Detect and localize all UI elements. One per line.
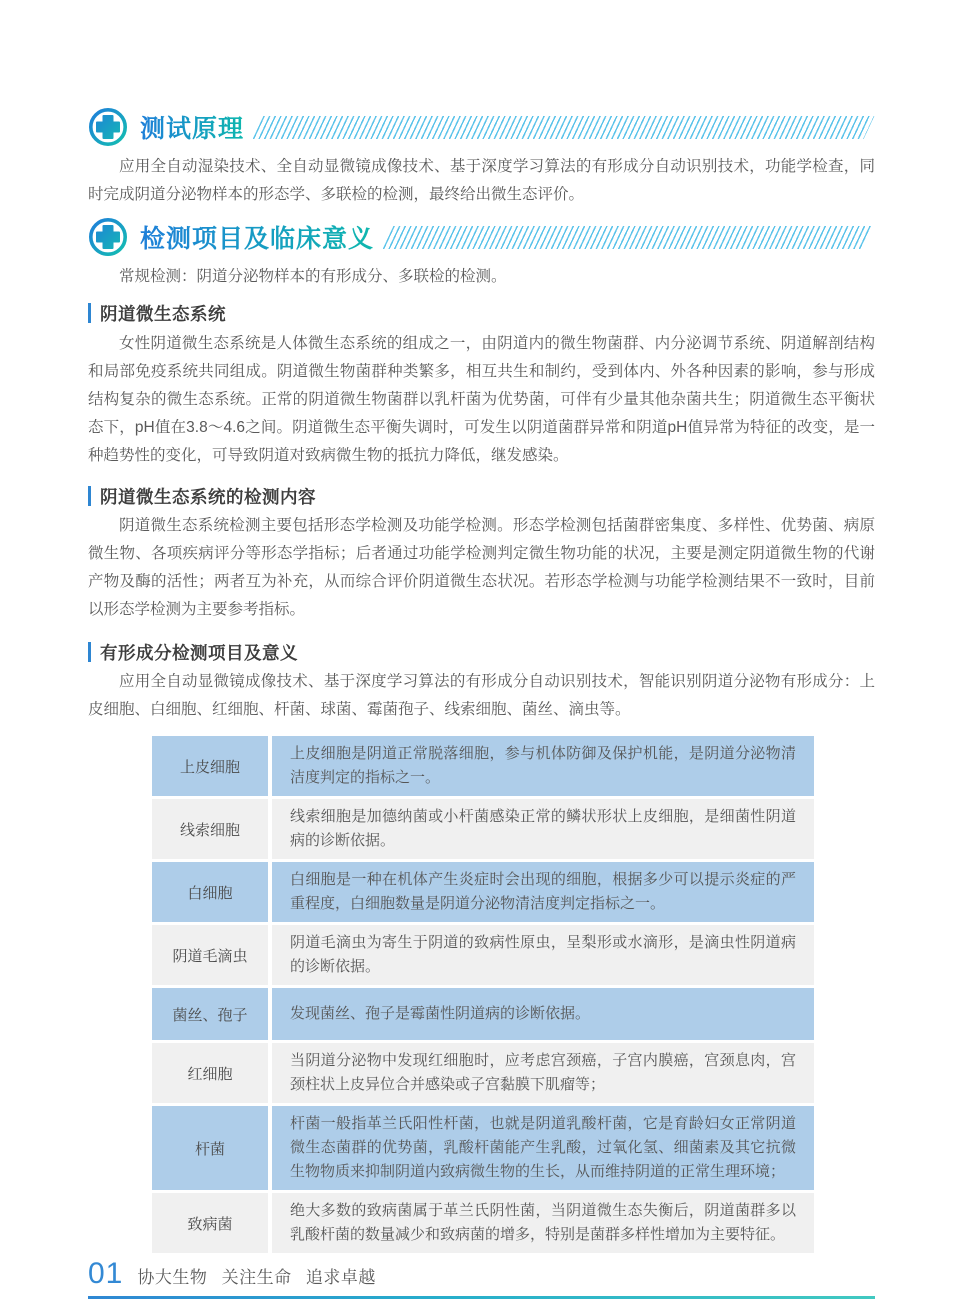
paragraph-detection-content: 阴道微生态系统检测主要包括形态学检测及功能学检测。形态学检测包括菌群密集度、多样性、优势菌、病原微生物、各项疾病评分等形态学指标；后者通过功能学检测判定微生物功能的状况，主要是测定阴道微生物的代谢产物及酶的活性；两者互为补充，从而综合评价阴道微生态状况。若形态学检测与功能学检测结果不一致时，目前以形态学检测为主要参考指标。: [88, 517, 875, 618]
medical-cross-icon: [88, 217, 128, 257]
section-title: 测试原理: [140, 109, 244, 145]
table-term-cell: 杆菌: [152, 1106, 268, 1190]
subheading-bar: [88, 303, 91, 323]
table-row: [152, 1043, 814, 1103]
page-footer: [88, 1259, 875, 1299]
paragraph-formed-elements: 应用全自动显微镜成像技术、基于深度学习算法的有形成分自动识别技术，智能识别阴道分泌物有形成分：上皮细胞、白细胞、红细胞、杆菌、球菌、霉菌孢子、线索细胞、菌丝、滴虫等。: [88, 673, 875, 718]
section-header-test-principle: [88, 107, 875, 147]
table-desc-cell: 上皮细胞是阴道正常脱落细胞，参与机体防御及保护机能，是阴道分泌物清洁度判定的指标之一。: [272, 736, 814, 796]
table-row: [152, 1106, 814, 1190]
table-row: [152, 925, 814, 985]
paragraph-test-principle: 应用全自动湿染技术、全自动显微镜成像技术、基于深度学习算法的有形成分自动识别技术，功能学检查，同时完成阴道分泌物样本的形态学、多联检的检测，最终给出微生态评价。: [88, 158, 875, 203]
section-title: 检测项目及临床意义: [140, 219, 374, 255]
diagonal-stripes-decoration: [383, 226, 875, 249]
subheading-text: 阴道微生态系统: [100, 303, 226, 324]
page-number: 01: [88, 1257, 124, 1290]
table-desc-cell: 白细胞是一种在机体产生炎症时会出现的细胞，根据多少可以提示炎症的严重程度，白细胞数量是阴道分泌物清洁度判定指标之一。: [272, 862, 814, 922]
subheading-text: 阴道微生态系统的检测内容: [100, 486, 316, 507]
section-header-detection-items: [88, 217, 875, 257]
table-desc-cell: 绝大多数的致病菌属于革兰氏阴性菌，当阴道微生态失衡后，阴道菌群多以乳酸杆菌的数量减少和致病菌的增多，特别是菌群多样性增加为主要特征。: [272, 1193, 814, 1253]
medical-cross-icon: [88, 107, 128, 147]
table-desc-cell: 杆菌一般指革兰氏阳性杆菌，也就是阴道乳酸杆菌，它是育龄妇女正常阴道微生态菌群的优势菌，乳酸杆菌能产生乳酸，过氧化氢、细菌素及其它抗微生物物质来抑制阴道内致病微生物的生长，从而维持阴道的正常生理环境；: [272, 1106, 814, 1190]
table-row: [152, 862, 814, 922]
table-row: [152, 1193, 814, 1253]
paragraph-vaginal-microecosystem: 女性阴道微生态系统是人体微生态系统的组成之一，由阴道内的微生物菌群、内分泌调节系统、阴道解剖结构和局部免疫系统共同组成。阴道微生物菌群种类繁多，相互共生和制约，受到体内、外各种因素的影响，参与形成结构复杂的微生态系统。正常的阴道微生物菌群以乳杆菌为优势菌，可伴有少量其他杂菌共生；阴道微生态平衡状态下，pH值在3.8～4.6之间。阴道微生态平衡失调时，可发生以阴道菌群异常和阴道pH值异常为特征的改变，是一种趋势性的变化，可导致阴道对致病微生物的抵抗力降低，继发感染。: [88, 335, 875, 464]
paragraph-routine-detection: 常规检测：阴道分泌物样本的有形成分、多联检的检测。: [119, 268, 507, 285]
table-desc-cell: 发现菌丝、孢子是霉菌性阴道病的诊断依据。: [272, 988, 814, 1040]
table-row: [152, 799, 814, 859]
table-term-cell: 线索细胞: [152, 799, 268, 859]
formed-elements-table: [152, 736, 814, 1253]
subheading-vaginal-microecosystem: [88, 301, 875, 325]
table-row: [152, 736, 814, 796]
subheading-detection-content: [88, 484, 875, 508]
footer-line: [88, 1259, 875, 1289]
table-term-cell: 菌丝、孢子: [152, 988, 268, 1040]
table-desc-cell: 线索细胞是加德纳菌或小杆菌感染正常的鳞状形状上皮细胞，是细菌性阴道病的诊断依据。: [272, 799, 814, 859]
table-term-cell: 致病菌: [152, 1193, 268, 1253]
subheading-bar: [88, 642, 91, 662]
diagonal-stripes-decoration: [253, 116, 875, 139]
table-term-cell: 阴道毛滴虫: [152, 925, 268, 985]
footer-slogan: 协大生物 关注生命 追求卓越: [137, 1268, 376, 1287]
table-desc-cell: 当阴道分泌物中发现红细胞时，应考虑宫颈癌，子宫内膜癌，宫颈息肉，宫颈柱状上皮异位合并感染或子宫黏膜下肌瘤等；: [272, 1043, 814, 1103]
table-term-cell: 上皮细胞: [152, 736, 268, 796]
table-term-cell: 红细胞: [152, 1043, 268, 1103]
subheading-bar: [88, 486, 91, 506]
table-row: [152, 988, 814, 1040]
table-desc-cell: 阴道毛滴虫为寄生于阴道的致病性原虫，呈梨形或水滴形，是滴虫性阴道病的诊断依据。: [272, 925, 814, 985]
footer-gradient-rule: [88, 1296, 875, 1299]
subheading-formed-elements: [88, 640, 875, 664]
subheading-text: 有形成分检测项目及意义: [100, 642, 298, 663]
table-term-cell: 白细胞: [152, 862, 268, 922]
